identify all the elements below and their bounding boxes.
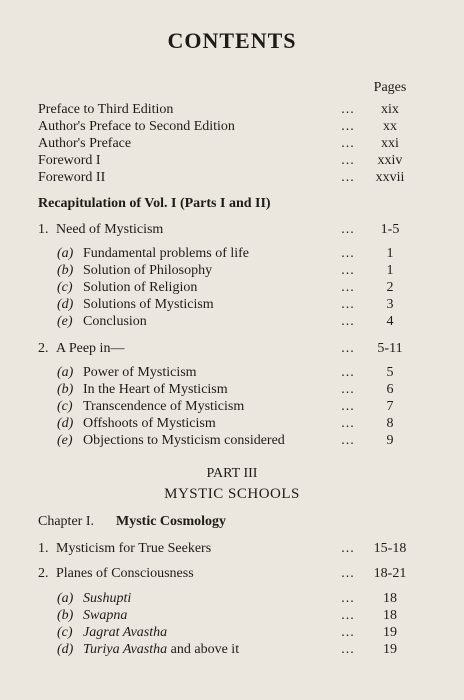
leader-dots: ... — [341, 642, 355, 657]
toc-subentry — [0, 246, 464, 263]
leader-dots: ... — [341, 246, 355, 261]
part-heading: PART III — [206, 466, 258, 481]
item-letter: (a) — [57, 591, 74, 606]
toc-subentry — [0, 416, 464, 433]
leader-dots: ... — [341, 297, 355, 312]
toc-section — [0, 541, 464, 558]
item-letter: (d) — [57, 416, 74, 431]
item-label: Solution of Philosophy — [83, 263, 213, 278]
page-number: 19 — [383, 642, 397, 657]
page-number: 19 — [383, 625, 397, 640]
item-letter: (c) — [57, 280, 73, 295]
item-label: Objections to Mysticism considered — [83, 433, 285, 448]
toc-subentry — [0, 642, 464, 659]
page-number: xx — [383, 119, 397, 134]
page-number: xxvii — [375, 170, 405, 185]
section-number: 2. — [38, 341, 49, 356]
toc-subentry — [0, 591, 464, 608]
item-label: Power of Mysticism — [83, 365, 197, 380]
page-number: 18-21 — [373, 566, 407, 581]
entry-label: Preface to Third Edition — [38, 102, 174, 117]
item-letter: (b) — [57, 382, 74, 397]
leader-dots: ... — [341, 541, 355, 556]
recap-label: Recapitulation of Vol. I (Parts I and II) — [38, 196, 271, 211]
part-title: MYSTIC SCHOOLS — [164, 486, 300, 502]
section-number: 1. — [38, 541, 49, 556]
page-number: 2 — [386, 280, 394, 295]
page-number: xxi — [381, 136, 399, 151]
page-number: 1-5 — [380, 222, 400, 237]
leader-dots: ... — [341, 566, 355, 581]
item-letter: (a) — [57, 365, 74, 380]
toc-entry — [0, 136, 464, 153]
page-number: 3 — [386, 297, 394, 312]
toc-entry — [0, 153, 464, 170]
toc-subentry — [0, 625, 464, 642]
entry-label: Foreword II — [38, 170, 106, 185]
recap-heading — [0, 196, 464, 213]
leader-dots: ... — [341, 136, 355, 151]
toc-subentry — [0, 365, 464, 382]
page-number: 15-18 — [373, 541, 407, 556]
leader-dots: ... — [341, 314, 355, 329]
section-label: Need of Mysticism — [56, 222, 164, 237]
item-letter: (d) — [57, 642, 74, 657]
item-label: Fundamental problems of life — [83, 246, 250, 261]
toc-subentry — [0, 263, 464, 280]
leader-dots: ... — [341, 280, 355, 295]
page-number: 7 — [386, 399, 394, 414]
page-number: xxiv — [377, 153, 403, 168]
toc-subentry — [0, 314, 464, 331]
section-label: A Peep in— — [56, 341, 125, 356]
toc-subentry — [0, 382, 464, 399]
toc-subentry — [0, 280, 464, 297]
leader-dots: ... — [341, 399, 355, 414]
item-label: In the Heart of Mysticism — [83, 382, 228, 397]
item-label: Conclusion — [83, 314, 147, 329]
entry-label: Author's Preface to Second Edition — [38, 119, 235, 134]
item-letter: (e) — [57, 433, 73, 448]
leader-dots: ... — [341, 608, 355, 623]
page-number: 18 — [383, 608, 397, 623]
toc-subentry — [0, 297, 464, 314]
item-label: Sushupti — [83, 591, 132, 606]
chapter-title: Mystic Cosmology — [116, 514, 227, 529]
item-letter: (a) — [57, 246, 74, 261]
leader-dots: ... — [341, 382, 355, 397]
page-number: 9 — [386, 433, 394, 448]
page-number: 6 — [386, 382, 394, 397]
page-number: 5-11 — [377, 341, 403, 356]
leader-dots: ... — [341, 170, 355, 185]
entry-label: Foreword I — [38, 153, 101, 168]
toc-entry — [0, 170, 464, 187]
section-number: 2. — [38, 566, 49, 581]
leader-dots: ... — [341, 416, 355, 431]
item-label: Turiya Avastha and above it — [83, 642, 240, 657]
item-label: Offshoots of Mysticism — [83, 416, 216, 431]
entry-label: Author's Preface — [38, 136, 132, 151]
leader-dots: ... — [341, 365, 355, 380]
leader-dots: ... — [341, 153, 355, 168]
page-number: 1 — [386, 246, 394, 261]
page-number: 8 — [386, 416, 394, 431]
toc-section — [0, 566, 464, 583]
toc-subentry — [0, 433, 464, 450]
item-label: Solution of Religion — [83, 280, 198, 295]
leader-dots: ... — [341, 222, 355, 237]
page-number: 18 — [383, 591, 397, 606]
chapter-prefix: Chapter I. — [38, 514, 94, 529]
item-letter: (b) — [57, 263, 74, 278]
leader-dots: ... — [341, 263, 355, 278]
page-number: xix — [381, 102, 399, 117]
pages-column-header: Pages — [373, 80, 407, 95]
page-number: 1 — [386, 263, 394, 278]
page-number: 5 — [386, 365, 394, 380]
toc-subentry — [0, 399, 464, 416]
leader-dots: ... — [341, 591, 355, 606]
item-label: Solutions of Mysticism — [83, 297, 214, 312]
toc-entry — [0, 102, 464, 119]
toc-section — [0, 222, 464, 239]
toc-subentry — [0, 608, 464, 625]
leader-dots: ... — [341, 341, 355, 356]
leader-dots: ... — [341, 119, 355, 134]
leader-dots: ... — [341, 625, 355, 640]
leader-dots: ... — [341, 433, 355, 448]
item-letter: (c) — [57, 399, 73, 414]
item-letter: (e) — [57, 314, 73, 329]
page-number: 4 — [386, 314, 394, 329]
item-letter: (b) — [57, 608, 74, 623]
item-label: Jagrat Avastha — [83, 625, 168, 640]
item-label: Swapna — [83, 608, 128, 623]
chapter-heading — [0, 514, 464, 531]
item-label: Transcendence of Mysticism — [83, 399, 245, 414]
section-number: 1. — [38, 222, 49, 237]
page-title: CONTENTS — [167, 28, 297, 53]
section-label: Mysticism for True Seekers — [56, 541, 212, 556]
item-letter: (d) — [57, 297, 74, 312]
toc-entry — [0, 119, 464, 136]
leader-dots: ... — [341, 102, 355, 117]
section-label: Planes of Consciousness — [56, 566, 194, 581]
item-letter: (c) — [57, 625, 73, 640]
toc-section — [0, 341, 464, 358]
